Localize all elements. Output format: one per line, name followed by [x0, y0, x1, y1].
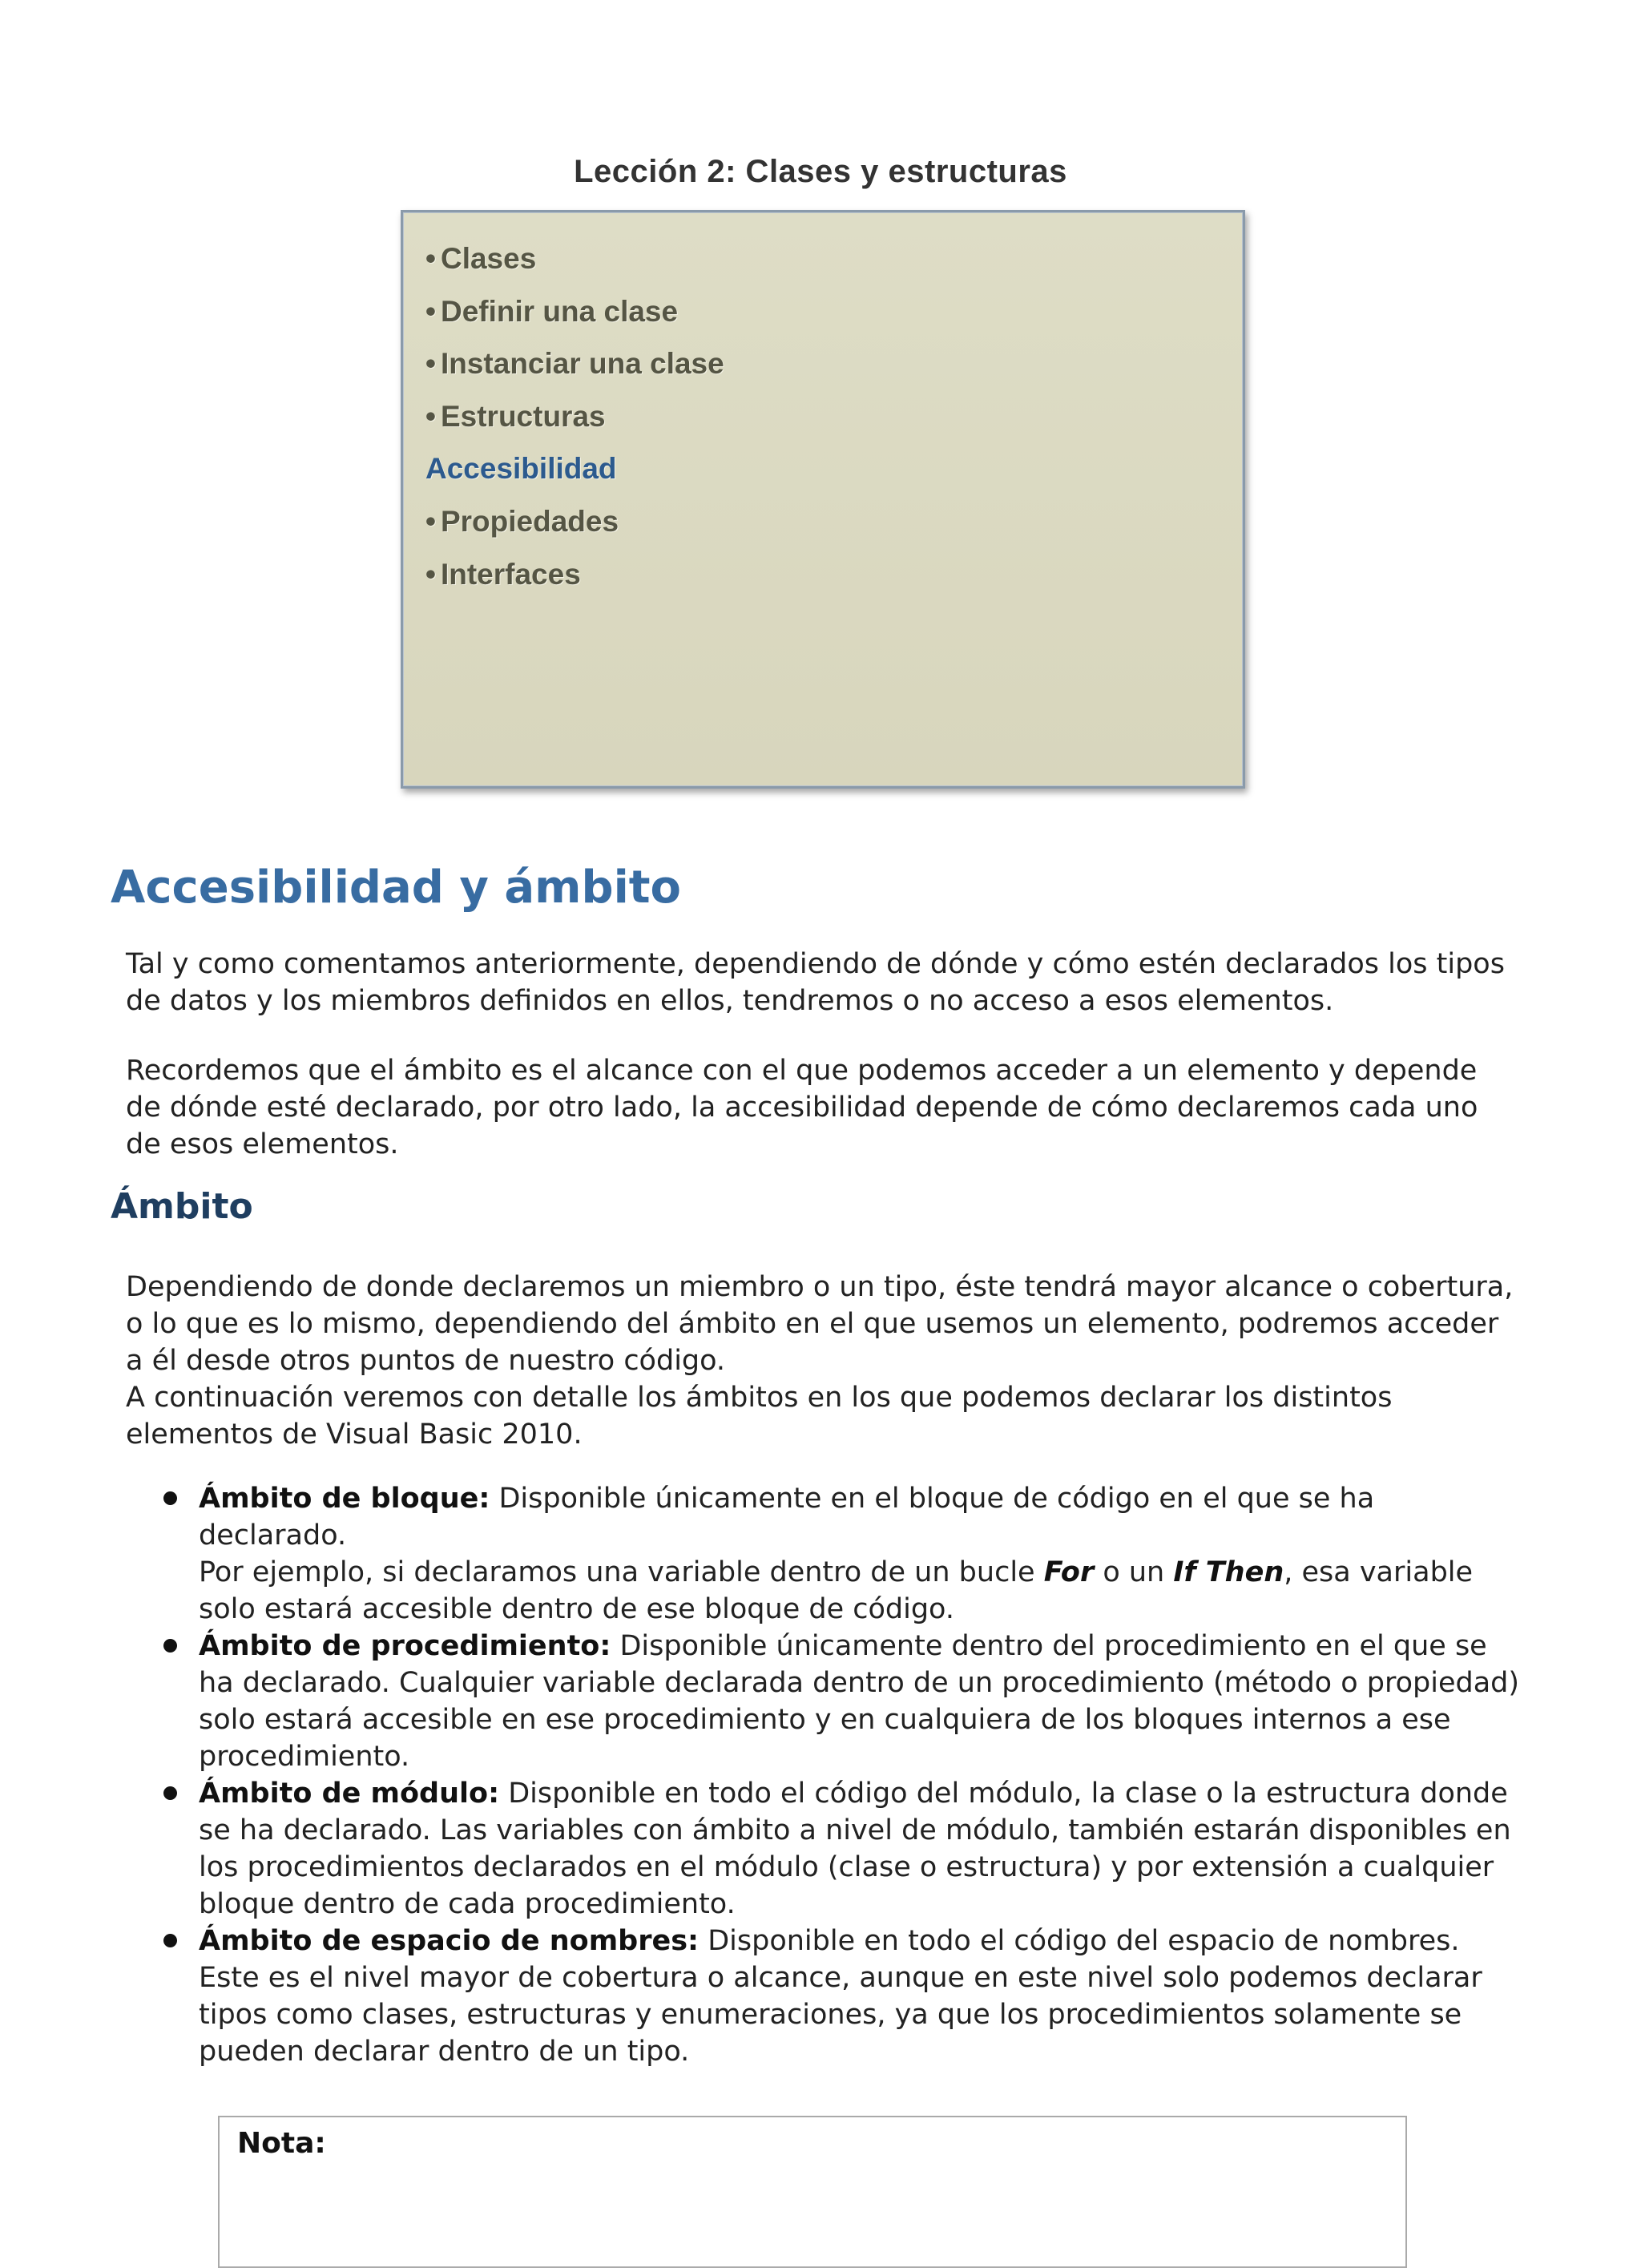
keyword-if-then: If Then — [1173, 1556, 1284, 1588]
lesson-outline-list — [403, 212, 1243, 601]
example-text-mid: o un — [1094, 1556, 1174, 1588]
bullet-dot-icon — [163, 1786, 177, 1800]
list-item-term: Ámbito de espacio de nombres: — [199, 1925, 700, 1957]
lesson-item-propiedades: • Propiedades — [425, 496, 1243, 549]
example-text-post: , esa variable solo estará accesible dentro de ese bloque de código. — [199, 1556, 1474, 1625]
list-item-text: Disponible en todo el código del módulo, la clase o la estructura donde se ha declarado. Las variables con ámbito a nivel de módulo, también estarán disponibles en los procedimientos declarados en el módulo (clase o estructura) y por extensión a cualquier bloque dentro de cada procedimiento. — [199, 1778, 1511, 1920]
lesson-item-instanciar-clase: • Instanciar una clase — [425, 338, 1243, 391]
lesson-title: Lección 2: Clases y estructuras — [574, 154, 1067, 189]
note-box — [218, 2116, 1407, 2268]
list-item-term: Ámbito de procedimiento: — [199, 1630, 611, 1662]
list-item — [199, 1775, 1529, 1923]
intro-paragraph-2: Recordemos que el ámbito es el alcance con el que podemos acceder a un elemento y depende de dónde esté declarado, por otro lado, la accesibilidad depende de cómo declaremos cada uno de esos elementos. — [126, 1055, 1478, 1160]
ambito-paragraph — [126, 1269, 1520, 1453]
list-item-term: Ámbito de bloque: — [199, 1483, 490, 1515]
list-item-term: Ámbito de módulo: — [199, 1778, 500, 1810]
lesson-item-definir-clase: • Definir una clase — [425, 286, 1243, 339]
lesson-item-accesibilidad: Accesibilidad — [425, 452, 617, 486]
section-heading-ambito: Ámbito — [111, 1186, 253, 1227]
list-item — [199, 1628, 1529, 1775]
keyword-for: For — [1043, 1556, 1095, 1588]
lesson-item-interfaces: • Interfaces — [425, 549, 1243, 602]
bullet-dot-icon — [163, 1639, 177, 1653]
list-item — [199, 1923, 1529, 2070]
lesson-item-clases: • Clases — [425, 233, 1243, 286]
ambito-paragraph-2: A continuación veremos con detalle los ámbitos en los que podemos declarar los distintos elementos de Visual Basic 2010. — [126, 1382, 1393, 1451]
ambito-paragraph-1: Dependiendo de donde declaremos un miembro o un tipo, éste tendrá mayor alcance o cobertura, o lo que es lo mismo, dependiendo del ámbito en el que usemos un elemento, podremos acceder a él desde otros puntos de nuestro código. — [126, 1271, 1514, 1377]
ambito-list — [199, 1480, 1529, 2070]
list-item-text: Disponible únicamente dentro del procedimiento en el que se ha declarado. Cualquier variable declarada dentro de un procedimiento (método o propiedad) solo estará accesible en ese procedimiento y en cualquiera de los bloques internos a ese procedimiento. — [199, 1630, 1520, 1773]
bullet-dot-icon — [163, 1934, 177, 1947]
page-title: Accesibilidad y ámbito — [111, 862, 682, 914]
list-item — [199, 1480, 1529, 1628]
example-text-pre: Por ejemplo, si declaramos una variable dentro de un bucle — [199, 1556, 1044, 1588]
lesson-item-estructuras: • Estructuras — [425, 391, 1243, 444]
note-label: Nota: — [237, 2127, 326, 2160]
list-item-text: Disponible únicamente en el bloque de código en el que se ha declarado. — [199, 1483, 1375, 1552]
list-item-text: Disponible en todo el código del espacio de nombres. Este es el nivel mayor de cobertura o alcance, aunque en este nivel solo podemos declarar tipos como clases, estructuras y enumeraciones, ya que los procedimientos solamente se pueden declarar dentro de un tipo. — [199, 1925, 1482, 2068]
list-item-example — [199, 1556, 1473, 1625]
lesson-outline-box — [401, 210, 1245, 789]
bullet-dot-icon — [163, 1491, 177, 1505]
intro-paragraph-1: Tal y como comentamos anteriormente, dependiendo de dónde y cómo estén declarados los tipos de datos y los miembros definidos en ellos, tendremos o no acceso a esos elementos. — [126, 948, 1505, 1017]
